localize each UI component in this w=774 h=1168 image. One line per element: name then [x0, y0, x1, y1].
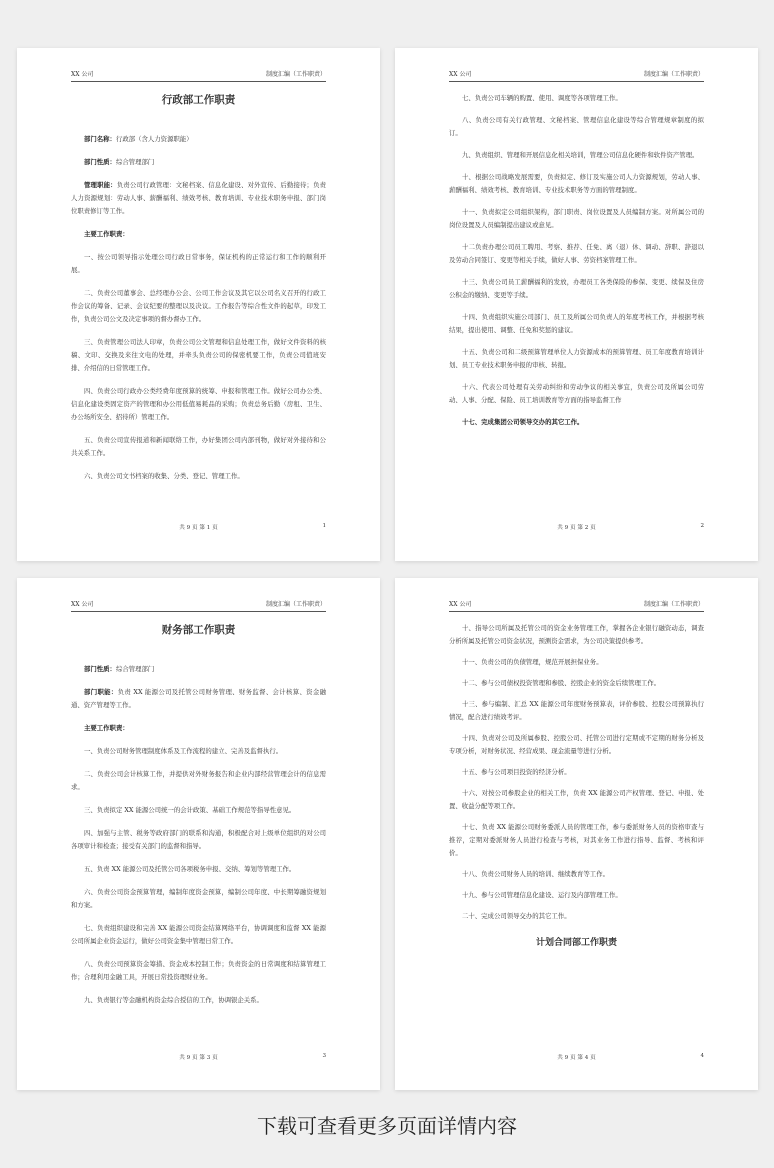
page-count: 共 9 页 第 4 页: [557, 1055, 596, 1061]
header-doc-title: 制度汇编（工作职责）: [265, 601, 326, 608]
dept-nature-line: [71, 156, 326, 169]
page-header: [71, 600, 326, 612]
main-duties-heading: 主要工作职责：: [84, 230, 129, 238]
dept-nature-label: 部门性质：: [84, 665, 116, 673]
duty-item: 二、负责公司会计核算工作，并提供对外财务报告和企业内部经营管理会计的信息需求。: [71, 770, 326, 791]
page-body: [71, 618, 326, 1017]
page-title: 财务部工作职责: [161, 624, 236, 636]
duty-item: 七、负责公司车辆的购置、使用、调度等各项管理工作。: [462, 94, 622, 102]
page-number: 3: [322, 1053, 326, 1059]
dept-duty-value: 负责公司行政管理：文秘档案、信息化建设、对外宣传、后勤接待；负责人力资源规划：劳动人事、薪酬福利、绩效考核、教育培训、专业技术职务申报、部门岗位职责修订等工作。: [71, 181, 327, 215]
duty-item: 十九、参与公司管理信息化建设、运行及内部管理工作。: [462, 891, 622, 899]
duty-item: 四、负责公司行政办公类经费年度预算的统筹、申报和管理工作。做好公司办公类、信息化建设类固定资产的管理和办公用低值易耗品的采购；负责总务后勤（房租、卫生、办公场所安全、招待所）管理工作。: [71, 387, 326, 421]
document-page-3: [17, 578, 380, 1090]
duty-item: 一、按公司领导指示处理公司行政日常事务，保证机构的正常运行和工作的顺利开展。: [71, 253, 326, 274]
duty-item: 十六、对按公司参股企业的相关工作，负责 XX 能源公司产权管理、登记、申报、处置、收益分配等项工作。: [449, 789, 704, 810]
duty-item: 十三、负责公司员工薪酬福利的发放，办理员工各类保险的参保、变更、续保及住房公积金的缴纳、变更等手续。: [449, 278, 704, 299]
page-title: 行政部工作职责: [161, 94, 236, 106]
duty-item: 七、负责组织建设和完善 XX 能源公司资金结算网络平台，协调调度和监督 XX 能源公司所属企业资金运行，做好公司资金集中管理日常工作。: [71, 924, 326, 945]
duty-item: 十六、代表公司处理有关劳动纠纷和劳动争议的相关事宜，负责公司及所属公司劳动、人事、分配、保险、员工培训教育等方面的指导监督工作: [449, 383, 704, 404]
duty-item: 九、负责组织、管理和开展信息化相关培训，管理公司信息化硬件和软件资产管理。: [462, 151, 699, 159]
duty-item: 十五、负责公司和二级预算管理单位人力资源成本的预算管理、员工年度教育培训计划、员工专业技术职务申报的审核、转报。: [449, 348, 704, 369]
page-count: 共 9 页 第 3 页: [179, 1055, 218, 1061]
duty-item: 十二负责办理公司员工聘用、考察、推荐、任免、离（退）休、调动、辞职、辞退以及劳动合同签订、变更等相关手续，做好人事、劳资档案管理工作。: [449, 243, 704, 264]
duty-item: 十一、负责拟定公司组织架构，部门职责、岗位设置及人员编制方案。对所属公司的岗位设置及人员编制提出建议或意见。: [449, 208, 704, 229]
header-doc-title: 制度汇编（工作职责）: [265, 71, 326, 78]
header-company: XX 公司: [71, 71, 94, 78]
header-doc-title: 制度汇编（工作职责）: [643, 71, 704, 78]
document-page-2: [395, 48, 758, 561]
duty-item: 六、负责公司资金预算管理，编制年度资金预算，编制公司年度、中长期筹融资规划和方案。: [71, 888, 326, 909]
header-company: XX 公司: [449, 71, 472, 78]
duty-item: 三、负责管理公司法人印章，负责公司公文管理和信息处理工作，做好文件资料的核稿、文印、交换及来往文电的处理，并牵头负责公司的保密机要工作，负责公司值班安排、介绍信的日常管理工作。: [71, 338, 326, 372]
duty-item: 五、负责公司宣传报道和新闻联络工作，办好集团公司内部刊物，做好对外接待和公共关系工作。: [71, 436, 326, 457]
duty-item: 八、负责公司预算资金筹措、资金成本控制工作；负责资金的日常调度和结算管理工作；合理利用金融工具，开展日常投资理财业务。: [71, 960, 326, 981]
document-page-4: [395, 578, 758, 1090]
page-number: 1: [322, 523, 326, 529]
duty-item: 十八、负责公司财务人员的培训、继续教育等工作。: [462, 870, 609, 878]
duty-item: 十一、负责公司的负债管理，规范开展担保业务。: [462, 658, 603, 666]
dept-name-value: 行政部（含人力资源职能）: [115, 135, 193, 143]
page-number: 4: [700, 1053, 704, 1059]
page-header: [71, 70, 326, 82]
dept-name-label: 部门名称：: [84, 135, 116, 143]
page-body: [449, 622, 704, 950]
next-section-title: 计划合同部工作职责: [535, 938, 617, 948]
duty-item: 四、加强与主管、税务等政府部门的联系和沟通，积极配合对上级单位组织的对公司各项审计和检查；接受有关部门的监督和指导。: [71, 829, 326, 850]
duty-item: 一、负责公司财务管理制度体系及工作流程的建立、完善及监督执行。: [84, 747, 283, 755]
duty-item: 六、负责公司文书档案的收集、分类、登记、管理工作。: [84, 472, 244, 480]
dept-duty-label: 部门职能：: [84, 688, 118, 696]
duty-item: 九、负责银行等金融机构资金综合授信的工作，协调银企关系。: [84, 996, 263, 1004]
header-company: XX 公司: [71, 601, 94, 608]
page-number: 2: [700, 523, 704, 529]
page-count: 共 9 页 第 2 页: [557, 525, 596, 531]
dept-duty-line: [71, 686, 326, 712]
duty-item-last: 十七、完成集团公司领导交办的其它工作。: [462, 418, 584, 426]
dept-nature-value: 综合管理部门: [115, 665, 155, 673]
duty-item: 二十、完成公司领导交办的其它工作。: [462, 912, 571, 920]
dept-name-line: [71, 133, 326, 146]
header-company: XX 公司: [449, 601, 472, 608]
dept-nature-value: 综合管理部门: [115, 158, 155, 166]
page-body: [71, 88, 326, 493]
duty-item: 十五、参与公司项目投资的经济分析。: [462, 768, 571, 776]
header-doc-title: 制度汇编（工作职责）: [643, 601, 704, 608]
duty-item: 三、负责拟定 XX 能源公司统一的会计政策、基础工作规范等指导性意见。: [84, 806, 296, 814]
dept-duty-value: 负责 XX 能源公司及托管公司财务管理、财务监督、会计核算、资金融通、资产管理等工作。: [71, 688, 326, 709]
page-header: [449, 70, 704, 82]
page-body: [449, 92, 704, 438]
duty-item: 八、负责公司有关行政管理、文秘档案、管理信息化建设等综合管理规章制度的拟订。: [449, 116, 704, 137]
download-caption: 下载可查看更多页面详情内容: [257, 1114, 517, 1138]
duty-item: 二、负责公司董事会、总经理办公会、公司工作会议及其它以公司名义召开的行政工作会议的筹备、记录、会议纪要的整理以及决议。工作报告等综合性文件的起草，印发工作，负责公司公文及决定事项的督办督办工作。: [71, 289, 326, 323]
duty-item: 十四、负责对公司及所属参股、控股公司、托管公司进行定期或不定期的财务分析及专项分析，对财务状况、经营成果、现金流量等进行分析。: [449, 734, 704, 755]
main-duties-heading: 主要工作职责：: [84, 724, 129, 732]
dept-nature-label: 部门性质：: [84, 158, 116, 166]
dept-nature-line: [71, 663, 326, 676]
dept-duty-label: 管理职能：: [84, 181, 117, 189]
page-count: 共 9 页 第 1 页: [179, 525, 218, 531]
duty-item: 十、根据公司战略发展需要，负责拟定、修订及实施公司人力资源规划，劳动人事、薪酬福利、绩效考核、教育培训、专业技术职务等方面的管理制度。: [449, 173, 704, 194]
duty-item: 十三、参与编制、汇总 XX 能源公司年度财务预算表，评价参股、控股公司预算执行情况，配合进行绩效考评。: [449, 700, 704, 721]
duty-item: 十、指导公司所属及托管公司的资金业务管理工作，掌握各企业银行融资动态，调查分析所属及托管公司资金状况，预测资金需求，为公司决策提供参考。: [449, 624, 704, 645]
dept-duty-line: [71, 179, 326, 218]
duty-item: 十七、负责 XX 能源公司财务委派人员的管理工作，参与委派财务人员的资格审查与推荐，定期对委派财务人员进行检查与考核，对其业务工作进行指导、监督、考核和评价。: [449, 823, 704, 857]
duty-item: 五、负责 XX 能源公司及托管公司各项税务申报、交纳、筹划等管理工作。: [84, 865, 296, 873]
duty-item: 十四、负责组织实施公司部门、员工及所属公司负责人的年度考核工作，并根据考核结果，提出使用、调整、任免和奖惩的建议。: [449, 313, 704, 334]
duty-item: 十二、参与公司债权投资管理和参股、控股企业的资金后续管理工作。: [462, 679, 661, 687]
page-header: [449, 600, 704, 612]
document-page-1: [17, 48, 380, 561]
